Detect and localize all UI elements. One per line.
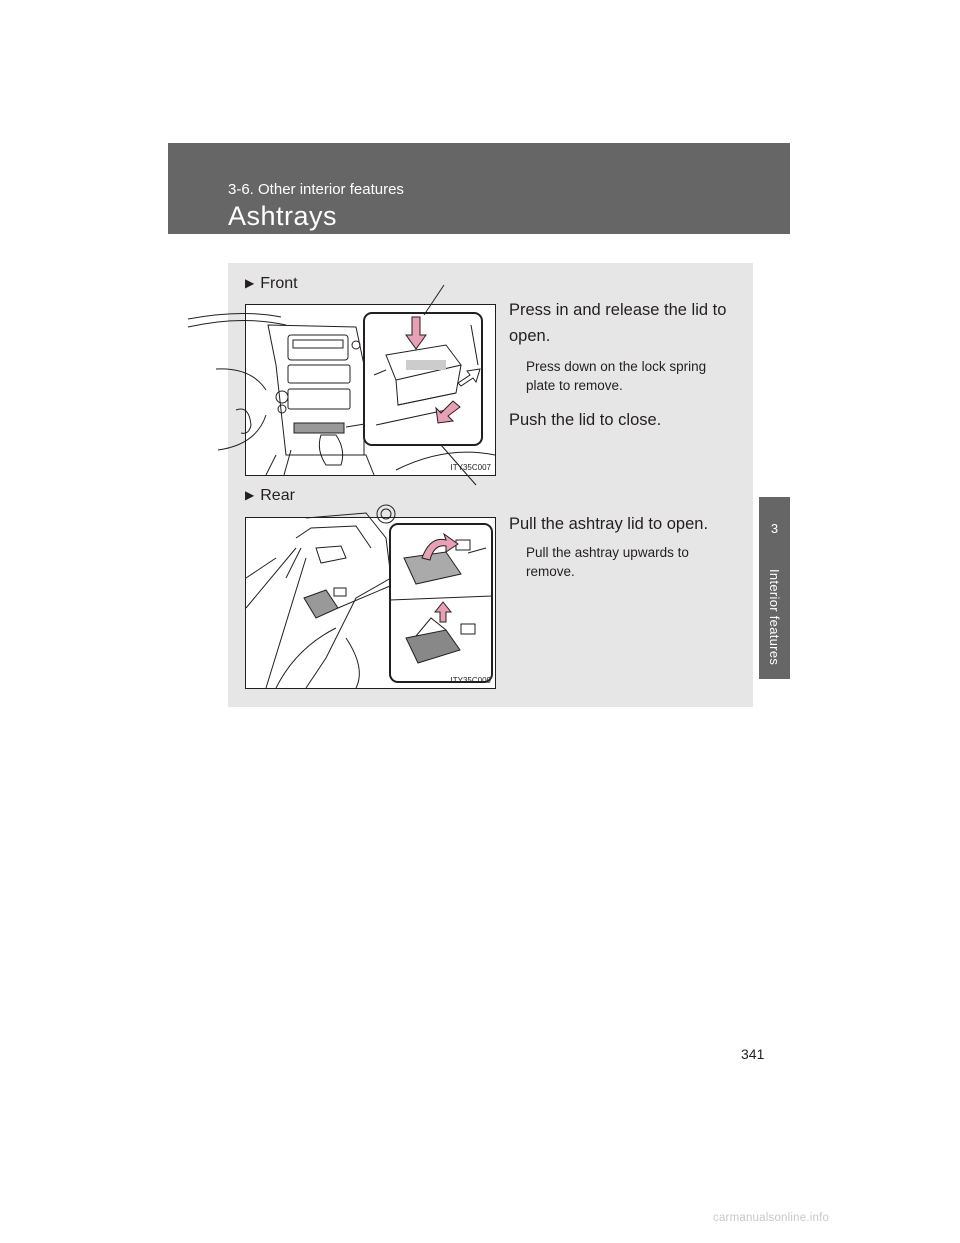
header-bar bbox=[168, 143, 790, 234]
front-figure-code: ITY35C007 bbox=[450, 463, 491, 472]
section-label: 3-6. Other interior features bbox=[228, 181, 404, 198]
chapter-number: 3 bbox=[770, 521, 779, 536]
chapter-title: Interior features bbox=[767, 569, 782, 666]
front-step-close: Push the lid to close. bbox=[509, 411, 662, 429]
front-heading-label: Front bbox=[260, 275, 298, 292]
front-ashtray-illustration bbox=[245, 304, 496, 476]
rear-ashtray-illustration bbox=[245, 517, 496, 689]
rear-heading-label: Rear bbox=[260, 487, 295, 504]
rear-heading bbox=[245, 487, 295, 505]
front-note-remove: Press down on the lock spring plate to remove. bbox=[526, 359, 707, 393]
chapter-tab[interactable] bbox=[759, 497, 790, 679]
front-step-open: Press in and release the lid to open. bbox=[509, 301, 727, 345]
content-panel bbox=[228, 263, 753, 707]
rear-note-remove: Pull the ashtray upwards to remove. bbox=[526, 545, 689, 579]
front-heading bbox=[245, 275, 298, 293]
watermark[interactable]: carmanualsonline.info bbox=[713, 1212, 830, 1224]
front-ashtray-drawing bbox=[246, 305, 495, 475]
triangle-right-icon: ▶ bbox=[245, 276, 255, 290]
triangle-right-icon: ▶ bbox=[245, 488, 255, 502]
rear-figure-code: ITY35C009 bbox=[450, 676, 491, 685]
page-title: Ashtrays bbox=[228, 201, 338, 231]
rear-step-open: Pull the ashtray lid to open. bbox=[509, 515, 709, 533]
page-number: 341 bbox=[741, 1046, 765, 1062]
rear-ashtray-drawing bbox=[246, 518, 495, 688]
